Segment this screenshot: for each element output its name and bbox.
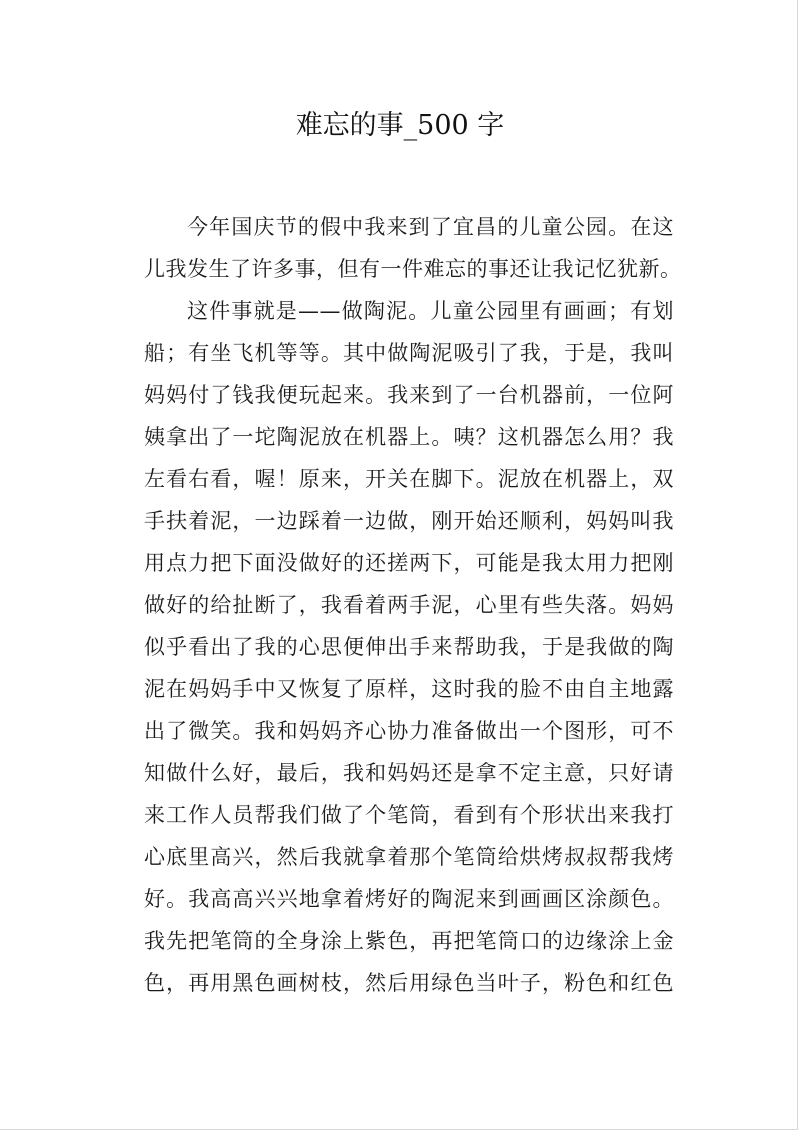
text-line: 色，再用黑色画树枝，然后用绿色当叶子，粉色和红色	[144, 971, 674, 995]
text-line: 做好的给扯断了，我看着两手泥，心里有些失落。妈妈	[144, 593, 674, 617]
text-line: 手扶着泥，一边踩着一边做，刚开始还顺利，妈妈叫我	[144, 509, 674, 533]
text-line: 妈妈付了钱我便玩起来。我来到了一台机器前，一位阿	[144, 383, 674, 407]
text-line: 好。我高高兴兴地拿着烤好的陶泥来到画画区涂颜色。	[144, 887, 674, 911]
text-line: 泥在妈妈手中又恢复了原样，这时我的脸不由自主地露	[144, 677, 674, 701]
text-line: 出了微笑。我和妈妈齐心协力准备做出一个图形，可不	[144, 719, 674, 743]
text-line: 儿我发生了许多事，但有一件难忘的事还让我记忆犹新。	[144, 257, 682, 281]
text-line: 姨拿出了一坨陶泥放在机器上。咦？这机器怎么用？我	[144, 425, 674, 449]
text-line: 似乎看出了我的心思便伸出手来帮助我，于是我做的陶	[144, 635, 674, 659]
document-title: 难忘的事_500 字	[295, 110, 505, 141]
text-line: 心底里高兴，然后我就拿着那个笔筒给烘烤叔叔帮我烤	[144, 845, 674, 869]
text-line: 我先把笔筒的全身涂上紫色，再把笔筒口的边缘涂上金	[144, 929, 674, 953]
text-line: 船；有坐飞机等等。其中做陶泥吸引了我，于是，我叫	[144, 341, 674, 365]
document-body	[144, 209, 682, 1007]
text-line: 知做什么好，最后，我和妈妈还是拿不定主意，只好请	[144, 761, 674, 785]
text-line: 用点力把下面没做好的还搓两下，可能是我太用力把刚	[144, 551, 674, 575]
text-line: 这件事就是——做陶泥。儿童公园里有画画；有划	[187, 299, 674, 323]
text-line: 今年国庆节的假中我来到了宜昌的儿童公园。在这	[187, 215, 674, 239]
text-line: 来工作人员帮我们做了个笔筒，看到有个形状出来我打	[144, 803, 674, 827]
text-line: 左看右看，喔！原来，开关在脚下。泥放在机器上，双	[144, 467, 674, 491]
